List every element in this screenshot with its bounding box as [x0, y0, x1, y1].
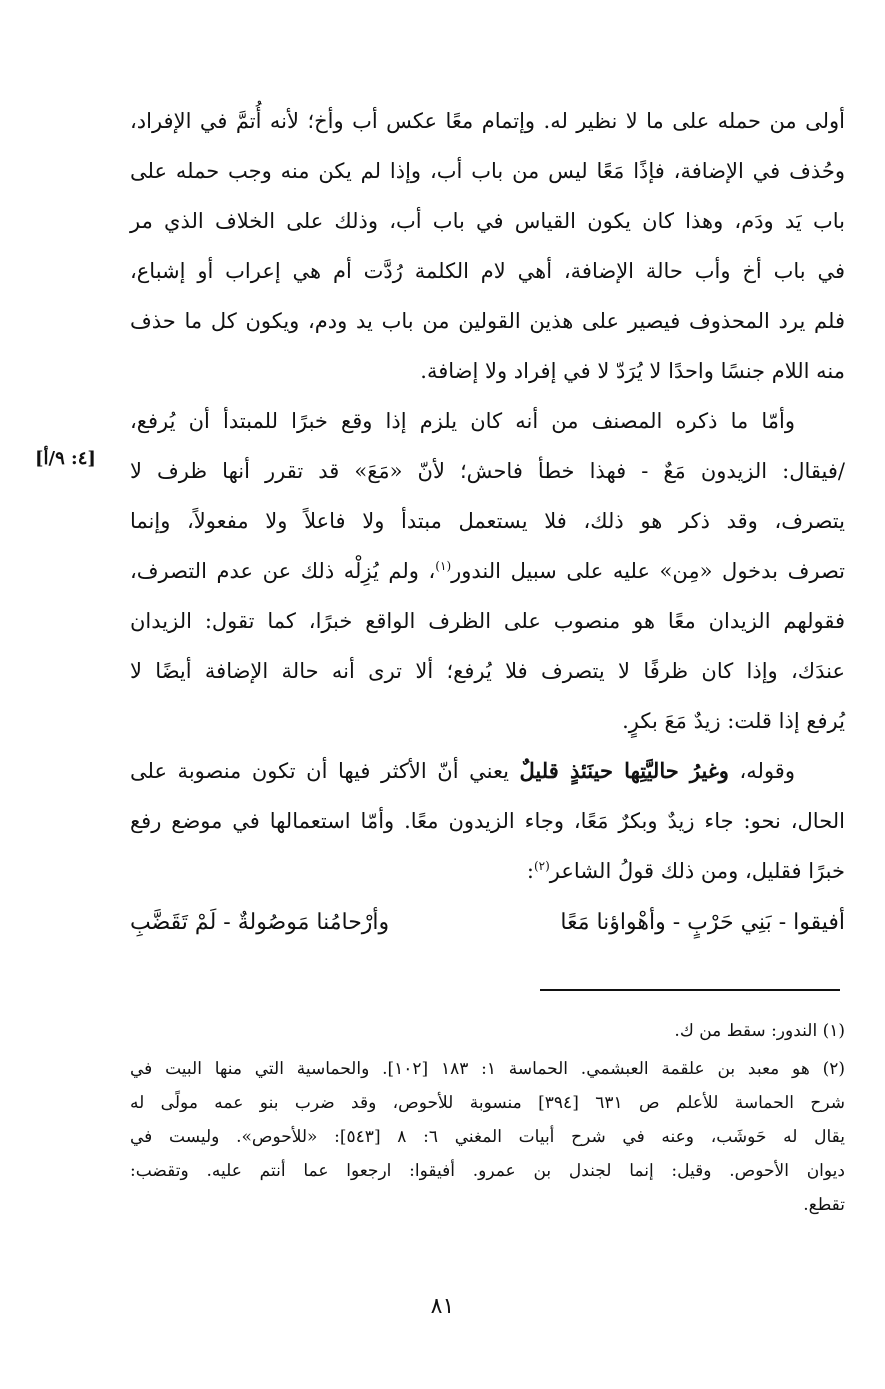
- footnote-separator: [540, 989, 840, 991]
- text-line: /فيقال: الزيدون مَعٌ - فهذا خطأ فاحش؛ لأنّ «مَعَ» قد تقرر أنها ظرف لا: [130, 459, 845, 483]
- manuscript-reference: [٤: ٩/أ]: [35, 448, 96, 469]
- footnote-marker: (١): [435, 559, 452, 573]
- paragraph-2: [130, 396, 845, 746]
- paragraph-1: [130, 96, 845, 396]
- verse-first-hemistich: أفيقوا - بَنِي حَرْبٍ - وأهْواؤنا مَعًا: [560, 910, 845, 935]
- poetry-verse: [130, 910, 845, 960]
- page-number: ٨١: [430, 1294, 455, 1319]
- footnote-1: [130, 1014, 845, 1048]
- text-line: أولى من حمله على ما لا نظير له. وإتمام معًا عكس أب وأخ؛ لأنه أُتمَّ في الإفراد،: [130, 109, 845, 133]
- quoted-phrase: وغيرُ حاليَّتِها حينَئذٍ قليلٌ: [519, 758, 729, 783]
- text-line: [130, 546, 845, 596]
- text-line: الحال، نحو: جاء زيدٌ وبكرٌ مَعًا، وجاء الزيدون معًا. وأمّا استعمالها في موضع رفع: [130, 809, 845, 833]
- text-line: باب يَد ودَم، وهذا كان يكون القياس في باب أب، وذلك على الخلاف الذي مر: [130, 209, 845, 233]
- footnote-line: (٢) هو معبد بن علقمة العبشمي. الحماسة ١: ١٨٣ [١٠٢]. والحماسية التي منها البيت في: [130, 1059, 845, 1079]
- text-segment: تصرف بدخول «مِن» عليه على سبيل الندور: [451, 559, 846, 583]
- text-segment: :: [526, 859, 534, 883]
- paragraph-3: [130, 746, 845, 896]
- text-line: عندَك، وإذا كان ظرفًا لا يتصرف فلا يُرفع؛ ألا ترى أنه حالة الإضافة أيضًا لا: [130, 659, 845, 683]
- text-segment: ، ولم يُزِلْه ذلك عن عدم التصرف،: [130, 559, 436, 583]
- verse-second-hemistich: وأرْحامُنا مَوصُولةٌ - لَمْ تَقَضَّبِ: [130, 910, 390, 935]
- text-line: فقولهم الزيدان معًا هو منصوب على الظرف الواقع خبرًا، كما تقول: الزيدان: [130, 609, 845, 633]
- main-text: [130, 96, 845, 896]
- text-line: وأمّا ما ذكره المصنف من أنه كان يلزم إذا وقع خبرًا للمبتدأ أن يُرفع،: [130, 409, 795, 433]
- text-line: يتصرف، وقد ذكر هو ذلك، فلا يستعمل مبتدأ ولا فاعلاً ولا مفعولاً، وإنما: [130, 509, 845, 533]
- text-line: في باب أخ وأب حالة الإضافة، أهي لام الكلمة رُدَّت أم هي إعراب أو إشباع،: [130, 259, 845, 283]
- footnote-line: ديوان الأحوص. وقيل: إنما لجندل بن عمرو. أفيقوا: ارجعوا عما أنتم عليه. وتقضب:: [130, 1161, 845, 1181]
- text-line: [130, 846, 845, 896]
- text-line: [130, 746, 845, 796]
- text-line: فلم يرد المحذوف فيصير على هذين القولين من باب يد ودم، ويكون كل ما حذف: [130, 309, 845, 333]
- footnote-line: تقطع.: [803, 1195, 845, 1215]
- footnotes: [130, 1014, 845, 1226]
- footnote-line: يقال له حَوشَب، وعنه في شرح أبيات المغني ٦: ٨ [٥٤٣]: «للأحوص». وليست في: [130, 1127, 845, 1147]
- footnote-2: [130, 1052, 845, 1222]
- text-line: منه اللام جنسًا واحدًا لا يُرَدّ لا في إفراد ولا إضافة.: [420, 359, 845, 383]
- footnote-line: (١) الندور: سقط من ك.: [674, 1021, 845, 1041]
- footnote-line: شرح الحماسة للأعلم ص ٦٣١ [٣٩٤] منسوبة للأحوص، وقد ضرب بنو عمه مولًى له: [130, 1093, 845, 1113]
- text-segment: خبرًا فقليل، ومن ذلك قولُ الشاعر: [549, 859, 845, 883]
- text-line: وحُذف في الإضافة، فإذًا مَعًا ليس من باب أب، وإذا لم يكن منه وجب حمله على: [130, 159, 845, 183]
- text-line: يُرفع إذا قلت: زيدٌ مَعَ بكرٍ.: [622, 709, 845, 733]
- footnote-marker: (٢): [533, 859, 550, 873]
- text-segment: يعني أنّ الأكثر فيها أن تكون منصوبة على: [130, 759, 520, 783]
- text-segment: وقوله،: [728, 759, 795, 783]
